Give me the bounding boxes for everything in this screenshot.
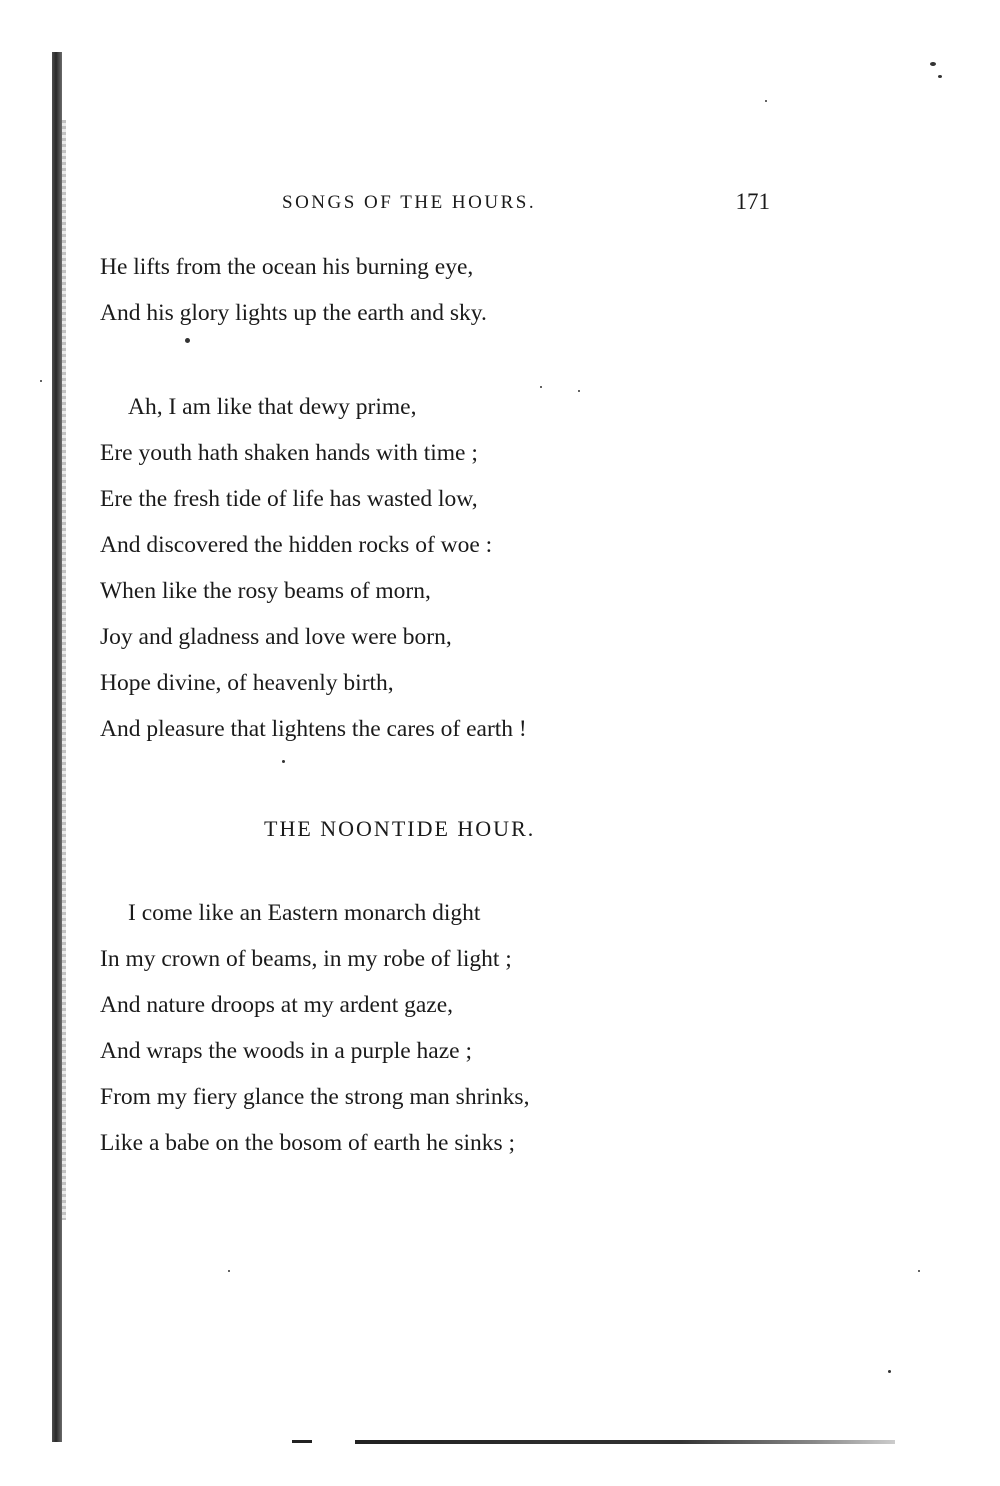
scan-speck	[765, 100, 767, 102]
scan-speck	[918, 1270, 920, 1272]
bottom-rule	[355, 1440, 895, 1444]
scan-speck	[938, 75, 942, 78]
scan-speck	[578, 390, 580, 392]
verse-line: Ere youth hath shaken hands with time ;	[100, 440, 478, 466]
verse-line: And nature droops at my ardent gaze,	[100, 992, 454, 1018]
binding-gutter-texture	[62, 120, 66, 1220]
scan-speck	[282, 760, 285, 763]
bottom-dash	[292, 1440, 312, 1443]
verse-line: When like the rosy beams of morn,	[100, 578, 431, 604]
scan-speck	[888, 1370, 891, 1373]
scan-speck	[228, 1270, 230, 1272]
verse-line: Joy and gladness and love were born,	[100, 624, 452, 650]
scan-speck	[540, 386, 542, 388]
verse-line: And his glory lights up the earth and sky.	[100, 300, 487, 326]
running-head	[100, 189, 770, 222]
stanza-3	[100, 890, 720, 1166]
verse-line: Like a babe on the bosom of earth he sinks ;	[100, 1130, 516, 1156]
stanza-2	[100, 384, 720, 752]
verse-line: From my fiery glance the strong man shrinks,	[100, 1084, 530, 1110]
verse-line: In my crown of beams, in my robe of light ;	[100, 946, 512, 972]
scan-speck	[185, 338, 190, 343]
verse-line: I come like an Eastern monarch dight	[128, 900, 481, 926]
stanza-1	[100, 244, 720, 336]
verse-line: And wraps the woods in a purple haze ;	[100, 1038, 472, 1064]
verse-line: And pleasure that lightens the cares of earth !	[100, 716, 527, 742]
verse-line: Ah, I am like that dewy prime,	[128, 394, 417, 420]
verse-line: And discovered the hidden rocks of woe :	[100, 532, 493, 558]
verse-line: He lifts from the ocean his burning eye,	[100, 254, 474, 280]
section-title: THE NOONTIDE HOUR.	[264, 816, 536, 841]
verse-line: Hope divine, of heavenly birth,	[100, 670, 394, 696]
running-title: SONGS OF THE HOURS.	[282, 192, 537, 213]
scan-speck	[40, 380, 42, 382]
scan-speck	[930, 62, 936, 66]
binding-gutter	[52, 52, 62, 1442]
verse-line: Ere the fresh tide of life has wasted low,	[100, 486, 478, 512]
page-number: 171	[735, 189, 770, 214]
